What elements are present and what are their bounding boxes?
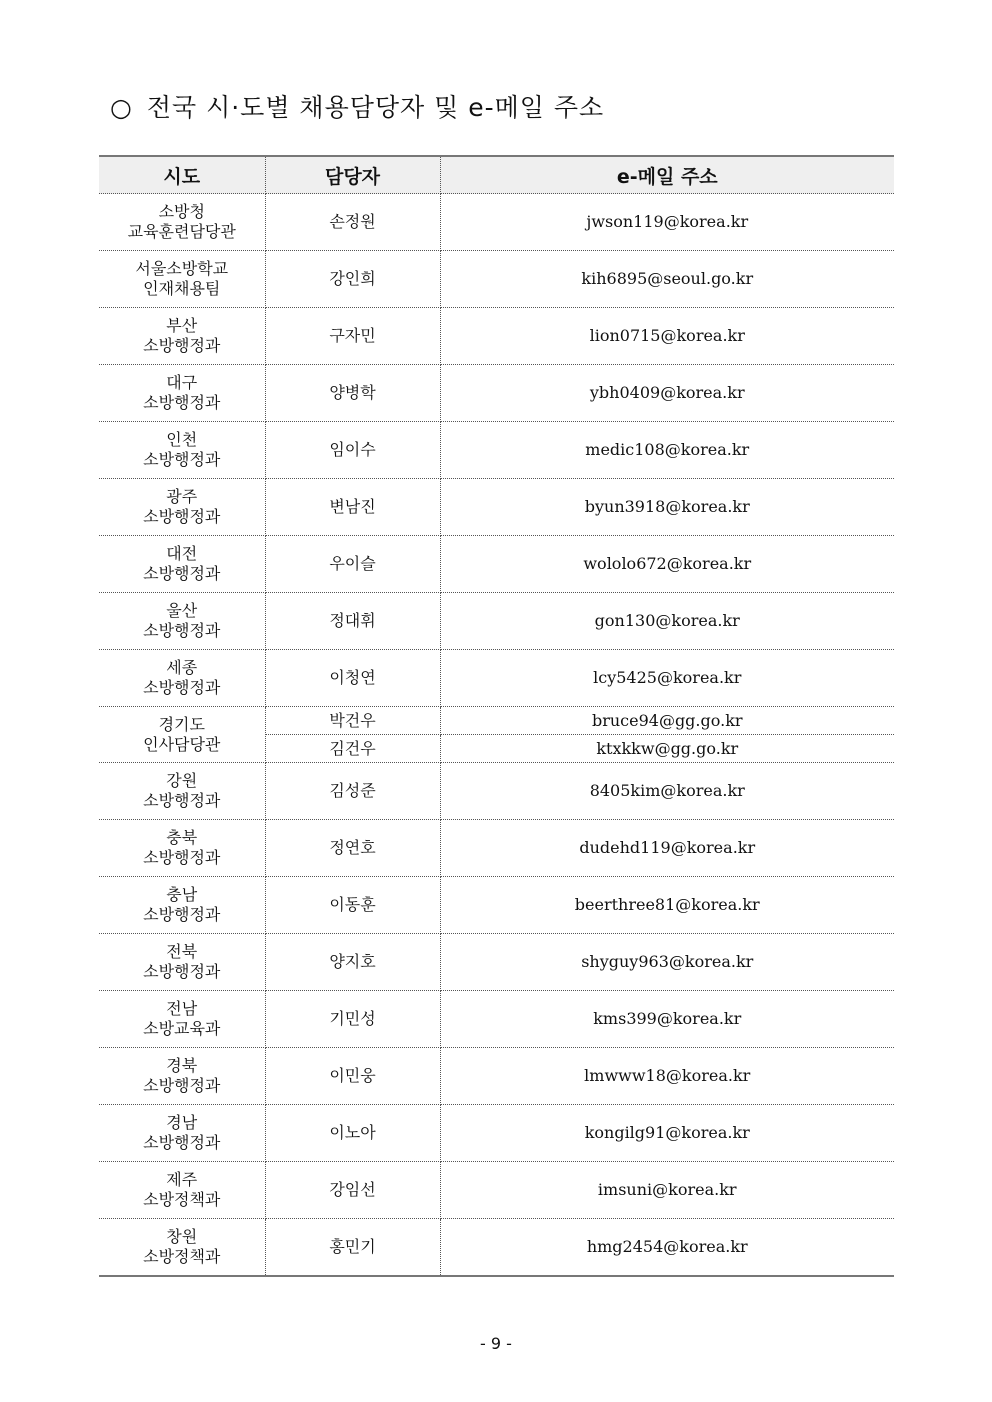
email-address-cell: bruce94@gg.go.kr xyxy=(440,707,894,735)
region-name: 충북 xyxy=(166,828,198,847)
contact-name-cell: 이동훈 xyxy=(265,877,440,934)
contact-name-cell: 강인희 xyxy=(265,251,440,308)
region-cell xyxy=(99,707,265,763)
table-row xyxy=(99,934,894,991)
email-address-cell: 8405kim@korea.kr xyxy=(440,763,894,820)
region-name: 인천 xyxy=(166,430,198,449)
department-name: 인사담당관 xyxy=(143,734,221,754)
region-cell xyxy=(99,934,265,991)
department-name: 교육훈련담당관 xyxy=(127,222,236,241)
contact-name-cell: 정연호 xyxy=(265,820,440,877)
region-name: 강원 xyxy=(166,771,198,790)
table-header xyxy=(99,156,894,194)
table-row xyxy=(99,1105,894,1162)
region-name: 경남 xyxy=(166,1113,198,1132)
department-name: 소방행정과 xyxy=(143,621,221,640)
contact-name-cell: 이노아 xyxy=(265,1105,440,1162)
contact-name-cell: 기민성 xyxy=(265,991,440,1048)
table-row xyxy=(99,877,894,934)
region-name: 충남 xyxy=(166,885,198,904)
table-row xyxy=(99,1048,894,1105)
email-address-cell: lcy5425@korea.kr xyxy=(440,650,894,707)
email-address-cell: dudehd119@korea.kr xyxy=(440,820,894,877)
region-name: 소방청 xyxy=(158,202,205,221)
table-row xyxy=(99,479,894,536)
department-name: 소방행정과 xyxy=(143,1133,221,1152)
email-address-cell: imsuni@korea.kr xyxy=(440,1162,894,1219)
department-name: 소방행정과 xyxy=(143,336,221,355)
contact-name-cell: 홍민기 xyxy=(265,1219,440,1277)
table-body xyxy=(99,194,894,1277)
table-row xyxy=(99,991,894,1048)
department-name: 소방행정과 xyxy=(143,962,221,981)
region-cell xyxy=(99,877,265,934)
region-name: 부산 xyxy=(166,316,198,335)
page-title-text: 전국 시·도별 채용담당자 및 e-메일 주소 xyxy=(146,93,605,122)
region-name: 울산 xyxy=(166,601,198,620)
region-cell xyxy=(99,593,265,650)
department-name: 인재채용팀 xyxy=(143,279,221,298)
region-cell xyxy=(99,1219,265,1277)
region-name: 대구 xyxy=(166,373,198,392)
department-name: 소방행정과 xyxy=(143,791,221,810)
region-name: 광주 xyxy=(166,487,198,506)
table-row xyxy=(99,308,894,365)
department-name: 소방행정과 xyxy=(143,678,221,697)
column-header-contact: 담당자 xyxy=(265,156,440,194)
region-cell xyxy=(99,251,265,308)
email-address-cell: ybh0409@korea.kr xyxy=(440,365,894,422)
table-row xyxy=(99,194,894,251)
department-name: 소방행정과 xyxy=(143,393,221,412)
table-row xyxy=(99,1162,894,1219)
email-address-cell: lmwww18@korea.kr xyxy=(440,1048,894,1105)
page-number: - 9 - xyxy=(480,1334,512,1353)
contact-name-cell: 구자민 xyxy=(265,308,440,365)
department-name: 소방행정과 xyxy=(143,564,221,583)
department-name: 소방행정과 xyxy=(143,450,221,469)
region-name: 전남 xyxy=(166,999,198,1018)
email-address-cell: shyguy963@korea.kr xyxy=(440,934,894,991)
table-row xyxy=(99,422,894,479)
email-address-cell: lion0715@korea.kr xyxy=(440,308,894,365)
table-row xyxy=(99,536,894,593)
region-name: 창원 xyxy=(166,1227,198,1246)
department-name: 소방교육과 xyxy=(143,1019,221,1038)
email-address-cell: beerthree81@korea.kr xyxy=(440,877,894,934)
region-cell xyxy=(99,763,265,820)
email-address-cell: kongilg91@korea.kr xyxy=(440,1105,894,1162)
contact-name-cell: 양병학 xyxy=(265,365,440,422)
table-row xyxy=(99,1219,894,1277)
email-address-cell: kms399@korea.kr xyxy=(440,991,894,1048)
department-name: 소방행정과 xyxy=(143,848,221,867)
column-header-email: e-메일 주소 xyxy=(440,156,894,194)
table-row xyxy=(99,820,894,877)
region-cell xyxy=(99,194,265,251)
region-cell xyxy=(99,479,265,536)
department-name: 소방정책과 xyxy=(143,1247,221,1266)
region-cell xyxy=(99,365,265,422)
region-name: 제주 xyxy=(166,1170,198,1189)
contact-name-cell: 양지호 xyxy=(265,934,440,991)
email-address-cell: medic108@korea.kr xyxy=(440,422,894,479)
region-cell xyxy=(99,650,265,707)
email-address-cell: gon130@korea.kr xyxy=(440,593,894,650)
department-name: 소방행정과 xyxy=(143,905,221,924)
table-row xyxy=(99,593,894,650)
email-address-cell: wololo672@korea.kr xyxy=(440,536,894,593)
department-name: 소방행정과 xyxy=(143,507,221,526)
table-row xyxy=(99,707,894,735)
table-row xyxy=(99,763,894,820)
contact-name-cell: 박건우 xyxy=(265,707,440,735)
recruiter-contact-table xyxy=(99,155,894,1277)
contact-name-cell: 손정원 xyxy=(265,194,440,251)
table-row xyxy=(99,251,894,308)
department-name: 소방정책과 xyxy=(143,1190,221,1209)
email-address-cell: hmg2454@korea.kr xyxy=(440,1219,894,1277)
contact-name-cell: 변남진 xyxy=(265,479,440,536)
contact-name-cell: 이청연 xyxy=(265,650,440,707)
circle-bullet-icon: ○ xyxy=(110,93,133,122)
region-cell xyxy=(99,422,265,479)
region-name: 서울소방학교 xyxy=(135,259,229,278)
page-title xyxy=(110,88,604,124)
region-name: 전북 xyxy=(166,942,198,961)
email-address-cell: byun3918@korea.kr xyxy=(440,479,894,536)
contact-name-cell: 정대휘 xyxy=(265,593,440,650)
region-cell xyxy=(99,820,265,877)
region-cell xyxy=(99,308,265,365)
header-row xyxy=(99,156,894,194)
contact-name-cell: 우이슬 xyxy=(265,536,440,593)
contact-name-cell: 임이수 xyxy=(265,422,440,479)
contact-name-cell: 이민웅 xyxy=(265,1048,440,1105)
region-cell xyxy=(99,991,265,1048)
email-address-cell: ktxkkw@gg.go.kr xyxy=(440,735,894,763)
region-name: 경북 xyxy=(166,1056,198,1075)
contact-name-cell: 강임선 xyxy=(265,1162,440,1219)
region-cell xyxy=(99,536,265,593)
region-name: 경기도 xyxy=(158,714,205,734)
column-header-region: 시도 xyxy=(99,156,265,194)
email-address-cell: kih6895@seoul.go.kr xyxy=(440,251,894,308)
region-cell xyxy=(99,1162,265,1219)
region-name: 대전 xyxy=(166,544,198,563)
region-name: 세종 xyxy=(166,658,198,677)
email-address-cell: jwson119@korea.kr xyxy=(440,194,894,251)
region-cell xyxy=(99,1048,265,1105)
table-row xyxy=(99,650,894,707)
contact-name-cell: 김건우 xyxy=(265,735,440,763)
department-name: 소방행정과 xyxy=(143,1076,221,1095)
table-row xyxy=(99,365,894,422)
contact-name-cell: 김성준 xyxy=(265,763,440,820)
region-cell xyxy=(99,1105,265,1162)
